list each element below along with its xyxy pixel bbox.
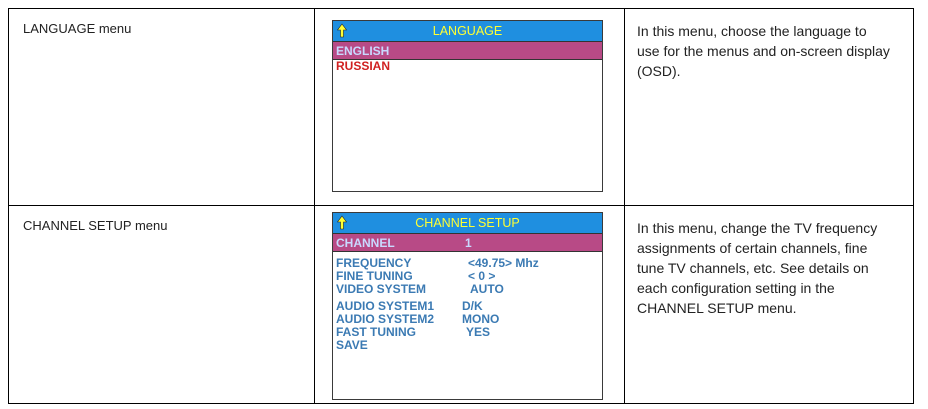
osd-item-value: YES (466, 325, 491, 339)
osd-selected-item (333, 233, 602, 252)
osd-item-value: < 0 > (468, 269, 496, 283)
osd-menu-item (333, 283, 602, 296)
osd-item-key: FAST TUNING (336, 325, 416, 339)
osd-selected-key: CHANNEL (336, 236, 395, 250)
table-row (9, 206, 913, 404)
row-description: In this menu, change the TV frequency assignments of certain channels, fine tune TV channels, etc. See details on each configuration setting in the CHANNEL SETUP menu. (637, 220, 878, 316)
osd-item-value: D/K (462, 299, 483, 313)
channel-setup-osd-menu (332, 212, 603, 400)
osd-item-key: AUDIO SYSTEM1 (336, 299, 435, 313)
osd-item-value: AUTO (470, 282, 504, 296)
osd-menu-item: RUSSIAN (336, 59, 391, 73)
language-osd-menu (332, 20, 603, 192)
table-row (9, 9, 913, 206)
osd-selected-value: 1 (465, 236, 472, 250)
osd-item-value: MONO (462, 312, 500, 326)
osd-menu-item (333, 326, 602, 339)
up-arrow-icon (337, 215, 347, 230)
osd-item-key: VIDEO SYSTEM (336, 282, 427, 296)
osd-menu-item (333, 339, 602, 352)
osd-title-bar (333, 21, 602, 41)
osd-selected-item: ENGLISH (333, 41, 602, 60)
row-label: LANGUAGE menu (23, 21, 132, 36)
row-label: CHANNEL SETUP menu (23, 218, 168, 233)
osd-title-bar (333, 213, 602, 233)
menu-description-table (8, 8, 914, 404)
osd-title: CHANNEL SETUP (415, 216, 520, 230)
up-arrow-icon (337, 23, 347, 38)
osd-item-key: AUDIO SYSTEM2 (336, 312, 435, 326)
osd-item-key: FREQUENCY (336, 256, 412, 270)
osd-item-key: FINE TUNING (336, 269, 413, 283)
row-description: In this menu, choose the language to use for the menus and on-screen display (OSD). (637, 23, 890, 79)
osd-title: LANGUAGE (432, 24, 503, 38)
osd-item-value: <49.75> Mhz (468, 256, 539, 270)
osd-item-key: SAVE (336, 338, 368, 352)
